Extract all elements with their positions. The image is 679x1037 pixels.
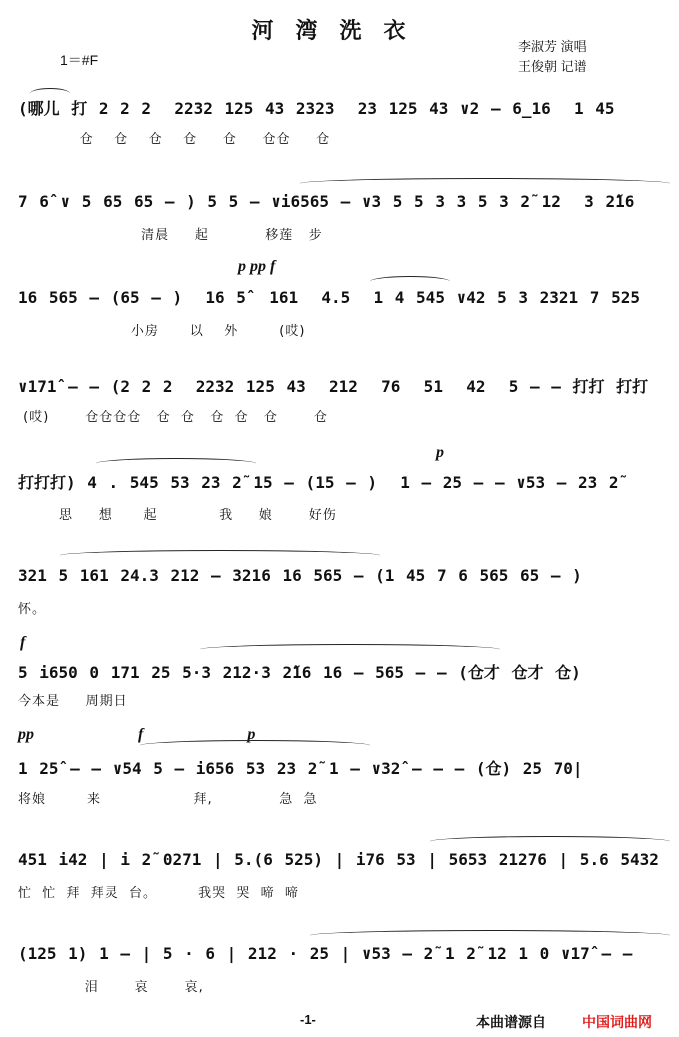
dynamic-marking: f	[20, 634, 26, 651]
notation-line: 321 5 161 24.3 212 — 3216 16 565 — (1 45 7 6 565 65 — )	[18, 566, 582, 585]
notation-line: ∨171̂ — — (2 2 2 2232 125 43 212 76 51 42 5 — — 打打 打打	[18, 377, 649, 396]
notation-line: 7 6̂ ∨ 5 65 65 — ) 5 5 — ∨i6565 — ∨3 5 5 3 3 5 3 2̃ 12 3 2̃16	[18, 192, 635, 211]
notation-line: 451 i42 | i 2̃ 0271 | 5.(6 525) | i76 53 | 5653 21276 | 5.6 5432	[18, 850, 659, 869]
lyric-line: (哎) 仓仓仓仓 仓 仓 仓 仓 仓 仓	[18, 410, 328, 425]
dynamic-marking: p pp f	[238, 258, 276, 275]
dynamic-marking: p	[436, 444, 444, 461]
slur-mark	[60, 550, 380, 561]
lyric-line: 忙 忙 拜 拜灵 台。 我哭 哭 啼 啼	[18, 886, 299, 901]
song-title: 河湾洗衣	[251, 18, 428, 43]
dynamic-marking: pp f p	[18, 726, 256, 743]
slur-mark	[430, 836, 670, 847]
singer-credit: 李淑芳 演唱	[518, 39, 587, 54]
slur-mark	[140, 740, 370, 751]
slur-mark	[96, 458, 256, 469]
source-site-link[interactable]: 中国词曲网	[582, 1014, 652, 1030]
lyric-line: 小房 以 外 (哎)	[18, 324, 306, 339]
page-number: -1-	[300, 1012, 316, 1027]
lyric-line: 泪 哀 哀,	[18, 980, 204, 995]
lyric-line: 将娘 来 拜, 急 急	[18, 792, 318, 807]
slur-mark	[310, 930, 670, 941]
slur-mark	[200, 644, 500, 655]
transcriber-credit: 王俊朝 记谱	[518, 59, 587, 74]
lyric-line: 清晨 起 移莲 步	[18, 228, 323, 243]
notation-line: 1 25̂ — — ∨54 5 — i656 53 23 2̃ 1 — ∨32̂ — — — (仓) 25 70|	[18, 759, 583, 778]
key-signature: 1＝#F	[60, 52, 99, 68]
notation-line: 打打打) 4 . 545 53 23 2̃ 15 — (15 — ) 1 — 25 — — ∨53 — 23 2̃	[18, 473, 619, 492]
lyric-line: 怀。	[18, 602, 47, 617]
lyric-line: 思 想 起 我 娘 好伤	[18, 508, 337, 523]
slur-mark	[300, 178, 670, 189]
notation-line: 5 i650 0 171 25 5·3 212·3 2̃16 16 — 565 — — (仓才 仓才 仓)	[18, 663, 581, 682]
slur-mark	[370, 276, 450, 287]
lyric-line: 今本是 周期日	[18, 694, 128, 709]
notation-line: (125 1) 1 — | 5 · 6 | 212 · 25 | ∨53 — 2̃ 1 2̃ 12 1 0 ∨17̂ — —	[18, 944, 633, 963]
source-label: 本曲谱源自	[476, 1014, 546, 1030]
notation-line: (哪儿 打 2 2 2 2232 125 43 2323 23 125 43 ∨2 — 6̲16 1 45	[18, 99, 615, 118]
notation-line: 16 565 — (65 — ) 16 5̂ 161 4.5 1 4 545 ∨42 5 3 2321 7 525	[18, 288, 640, 307]
lyric-line: 仓 仓 仓 仓 仓 仓仓 仓	[18, 132, 331, 147]
